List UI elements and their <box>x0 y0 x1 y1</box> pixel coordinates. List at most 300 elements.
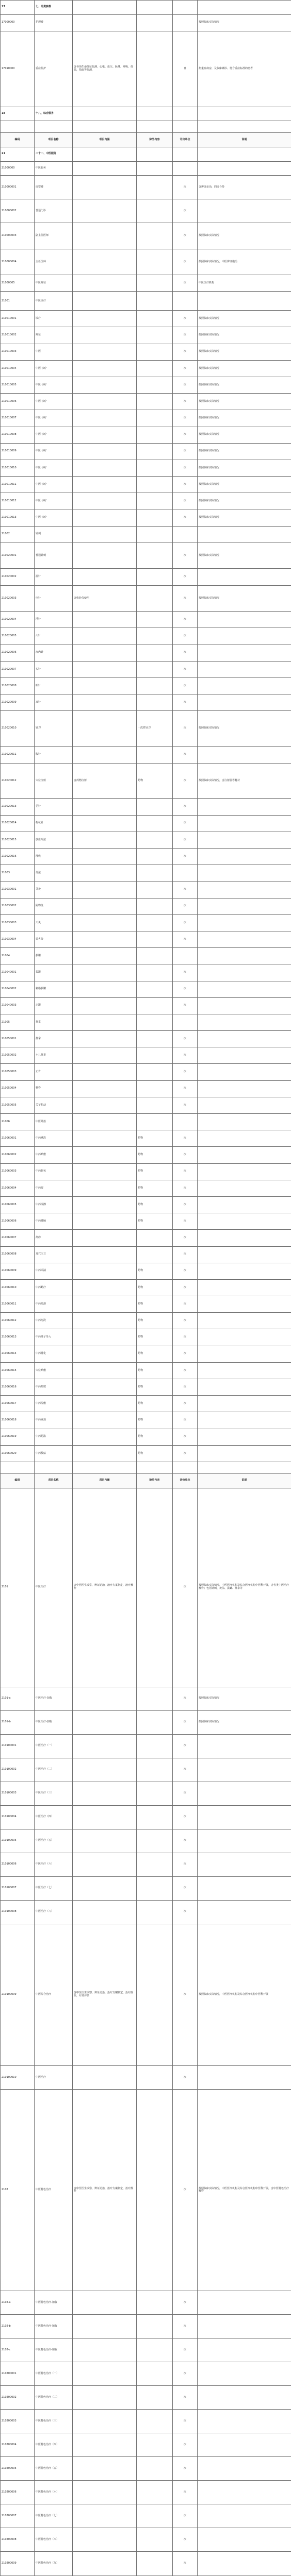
cell-item-name: 诊察费 <box>35 176 73 199</box>
cell-unit: 次 <box>173 997 198 1014</box>
cell-excluded-content <box>137 223 173 249</box>
table-row <box>1 543 291 569</box>
table-row <box>1 1163 291 1180</box>
table-row <box>1 1180 291 1196</box>
cell-item-content <box>73 1130 137 1147</box>
cell-item-content <box>73 931 137 947</box>
cell-item-content: 含中医医生诊察，辨证论治，治疗方案制定，治疗操作，疗效评估 <box>73 1924 137 2066</box>
cell-excluded-content <box>137 2315 173 2338</box>
cell-item-name: 中药蜡疗 <box>35 1279 73 1296</box>
cell-item-content <box>73 460 137 476</box>
cell-excluded-content <box>137 1014 173 1030</box>
cell-note <box>198 1263 291 1279</box>
cell-code: 210200002 <box>1 2386 35 2410</box>
cell-code: 210060020 <box>1 1445 35 1462</box>
cell-note: 含辨证论治，四诊合参 <box>198 176 291 199</box>
cell-note <box>198 2386 291 2410</box>
cell-item-name: 中医·诊疗 <box>35 493 73 510</box>
table-row <box>1 569 291 585</box>
cell-unit: 次 <box>173 677 198 694</box>
cell-note <box>198 1346 291 1362</box>
cell-excluded-content: 药物 <box>137 1445 173 1462</box>
cell-excluded-content: 药物 <box>137 1346 173 1362</box>
cell-excluded-content <box>137 249 173 275</box>
cell-note <box>198 882 291 898</box>
cell-item-content <box>73 882 137 898</box>
cell-unit: 次 <box>173 1031 198 1047</box>
cell-item-content <box>73 1180 137 1196</box>
cell-note <box>198 628 291 645</box>
cell-unit: 次 <box>173 2410 198 2433</box>
cell-unit: 次 <box>173 394 198 410</box>
cell-note: 按照临床实际情况 <box>198 1710 291 1734</box>
cell-code: 210060017 <box>1 1396 35 1412</box>
cell-item-name: 中医辨证 <box>35 275 73 292</box>
table-row <box>1 2457 291 2481</box>
cell-item-content <box>73 1687 137 1710</box>
cell-unit: 次 <box>173 1829 198 1853</box>
table-row <box>1 2315 291 2338</box>
cell-excluded-content <box>137 1080 173 1097</box>
cell-excluded-content: 除外内容 <box>137 133 173 147</box>
cell-item-content <box>73 1064 137 1080</box>
cell-excluded-content <box>137 14 173 31</box>
cell-excluded-content <box>137 832 173 848</box>
cell-excluded-content: 药物 <box>137 1429 173 1445</box>
cell-item-content <box>73 2066 137 2090</box>
cell-excluded-content <box>137 1687 173 1710</box>
cell-code: 21005 <box>1 1014 35 1030</box>
table-row <box>1 14 291 31</box>
cell-unit: 次 <box>173 1412 198 1429</box>
cell-excluded-content <box>137 1462 173 1473</box>
table-row <box>1 1900 291 1924</box>
cell-code: 21000000 <box>1 161 35 176</box>
cell-code: 210060016 <box>1 1379 35 1396</box>
cell-code: 210010005 <box>1 377 35 394</box>
cell-code: 210000002 <box>1 199 35 223</box>
cell-excluded-content <box>137 997 173 1014</box>
cell-excluded-content <box>137 799 173 815</box>
cell-unit: 次 <box>173 2362 198 2386</box>
cell-unit: 次 <box>173 360 198 377</box>
cell-item-content <box>73 1758 137 1782</box>
cell-excluded-content: 药物 <box>137 1313 173 1329</box>
cell-excluded-content <box>137 1758 173 1782</box>
cell-excluded-content <box>137 2457 173 2481</box>
table-row <box>1 1147 291 1163</box>
cell-unit: 次 <box>173 1213 198 1230</box>
cell-code: 210020002 <box>1 569 35 585</box>
cell-code: 210010001 <box>1 311 35 327</box>
cell-item-name: 梅花针 <box>35 815 73 832</box>
cell-item-name: 中医治疗（五） <box>35 1829 73 1853</box>
cell-code: 210100009 <box>1 1924 35 2066</box>
cell-note: 按照临床实际情况，中医辨证施治 <box>198 249 291 275</box>
cell-unit: 次 <box>173 612 198 628</box>
cell-note <box>198 1 291 15</box>
cell-item-name: 中药塌渍 <box>35 1263 73 1279</box>
cell-item-name: 腹针 <box>35 747 73 763</box>
cell-note: 按照临床实际情况，中医医疗机构及综合医疗机构中医科开展 <box>198 1924 291 2066</box>
table-row <box>1 1805 291 1829</box>
table-row <box>1 344 291 360</box>
cell-note <box>198 1829 291 1853</box>
cell-code: 210030001 <box>1 882 35 898</box>
cell-excluded-content: 药物 <box>137 1130 173 1147</box>
cell-note: 按照临床实际情况 <box>198 344 291 360</box>
cell-unit: 次 <box>173 1379 198 1396</box>
table-row <box>1 510 291 526</box>
cell-item-content <box>73 964 137 981</box>
cell-code: 210050005 <box>1 1097 35 1113</box>
cell-note <box>198 107 291 121</box>
cell-excluded-content: 药物 <box>137 1396 173 1412</box>
cell-item-content <box>73 543 137 569</box>
table-row <box>1 2090 291 2291</box>
cell-item-name: 主任医师 <box>35 249 73 275</box>
table-row <box>1 493 291 510</box>
cell-unit: 次 <box>173 1130 198 1147</box>
cell-code: 210020007 <box>1 661 35 677</box>
cell-item-content <box>73 1445 137 1462</box>
cell-note <box>198 1379 291 1396</box>
cell-item-name: 七、计费参数 <box>35 1 73 15</box>
cell-excluded-content <box>137 948 173 964</box>
cell-item-name: 中医特色治疗（九） <box>35 2551 73 2575</box>
cell-excluded-content: 药物 <box>137 1147 173 1163</box>
table-row <box>1 1346 291 1362</box>
cell-note <box>198 1805 291 1829</box>
cell-item-content <box>73 275 137 292</box>
cell-item-content <box>73 628 137 645</box>
cell-note <box>198 832 291 848</box>
cell-unit: 次 <box>173 1900 198 1924</box>
cell-excluded-content <box>137 147 173 162</box>
cell-note <box>198 898 291 914</box>
table-row <box>1 815 291 832</box>
cell-code: 210010006 <box>1 394 35 410</box>
cell-item-name: 埋线 <box>35 849 73 865</box>
cell-item-name: 温针 <box>35 569 73 585</box>
cell-unit: 次 <box>173 964 198 981</box>
table-row <box>1 1279 291 1296</box>
cell-excluded-content <box>137 1031 173 1047</box>
cell-excluded-content <box>137 1064 173 1080</box>
cell-item-content <box>73 1097 137 1113</box>
cell-code: 210020010 <box>1 711 35 747</box>
cell-item-content <box>73 410 137 427</box>
cell-note <box>198 147 291 162</box>
cell-unit: 次 <box>173 2433 198 2457</box>
cell-note: 按照临床实际情况，中医医疗机构及综合医疗机构中医科开展，含各类中医治疗操作；包括针刺、灸法、拔罐、推拿等 <box>198 1488 291 1687</box>
cell-item-name: 中医·诊疗 <box>35 410 73 427</box>
cell-item-name: 中药灌肠 <box>35 1213 73 1230</box>
cell-unit <box>173 161 198 176</box>
cell-item-content <box>73 1362 137 1379</box>
cell-excluded-content <box>137 2291 173 2315</box>
cell-item-content <box>73 199 137 223</box>
cell-excluded-content <box>137 1853 173 1876</box>
table-row <box>1 832 291 848</box>
cell-code: 210200008 <box>1 2528 35 2551</box>
cell-note <box>198 997 291 1014</box>
cell-code: 210100006 <box>1 1853 35 1876</box>
cell-note: 按照临床实际情况 <box>198 327 291 344</box>
cell-excluded-content <box>137 107 173 121</box>
cell-note: 指重症病房，及临床确诊、符合重症标准的患者 <box>198 31 291 107</box>
cell-note <box>198 1246 291 1263</box>
cell-code: 210060019 <box>1 1429 35 1445</box>
cell-item-content <box>73 1379 137 1396</box>
cell-item-name: 放血疗法 <box>35 832 73 848</box>
cell-note <box>198 1782 291 1805</box>
cell-excluded-content <box>137 2433 173 2457</box>
cell-code: 210060004 <box>1 1180 35 1196</box>
table-row <box>1 585 291 612</box>
cell-note <box>198 931 291 947</box>
cell-item-content <box>73 1 137 15</box>
cell-item-name: 艾灸 <box>35 882 73 898</box>
cell-code: 210020001 <box>1 543 35 569</box>
cell-item-content <box>73 526 137 543</box>
cell-unit: 次 <box>173 1445 198 1462</box>
table-row <box>1 1064 291 1080</box>
cell-item-content <box>73 832 137 848</box>
table-row <box>1 1829 291 1853</box>
cell-unit: 次 <box>173 585 198 612</box>
cell-unit: 次 <box>173 898 198 914</box>
cell-item-content <box>73 1196 137 1213</box>
cell-item-content <box>73 2362 137 2386</box>
cell-note <box>198 865 291 882</box>
cell-note <box>198 645 291 661</box>
table-row <box>1 1758 291 1782</box>
cell-unit: 次 <box>173 1263 198 1279</box>
cell-item-content <box>73 161 137 176</box>
cell-note: 按照临床实际情况 <box>198 427 291 443</box>
cell-unit: 次 <box>173 569 198 585</box>
cell-note <box>198 1163 291 1180</box>
cell-note <box>198 1900 291 1924</box>
cell-unit: 次 <box>173 2315 198 2338</box>
cell-code: 210020004 <box>1 612 35 628</box>
cell-note <box>198 815 291 832</box>
cell-code: 2102 <box>1 2090 35 2291</box>
cell-code: 21003 <box>1 865 35 882</box>
cell-code: 21001 <box>1 292 35 311</box>
cell-code: 21006 <box>1 1114 35 1130</box>
cell-item-name: 穴位贴敷 <box>35 1362 73 1379</box>
cell-note <box>198 1031 291 1047</box>
cell-item-content <box>73 1876 137 1900</box>
cell-code: 210060013 <box>1 1329 35 1346</box>
cell-code: 210030002 <box>1 898 35 914</box>
cell-excluded-content <box>137 31 173 107</box>
cell-unit: 次 <box>173 1279 198 1296</box>
cell-note <box>198 121 291 133</box>
cell-note: 按照临床实际情况 <box>198 1687 291 1710</box>
cell-code: 编码 <box>1 1473 35 1488</box>
cell-code: 210050003 <box>1 1064 35 1080</box>
cell-item-content <box>73 1263 137 1279</box>
cell-item-name: 耳针 <box>35 694 73 711</box>
table-row <box>1 1876 291 1900</box>
cell-excluded-content: 除外内容 <box>137 1473 173 1488</box>
cell-item-name: 中医特色治疗（八） <box>35 2528 73 2551</box>
cell-code: 2102-c <box>1 2338 35 2362</box>
table-row <box>1 2480 291 2504</box>
cell-code: 210020009 <box>1 694 35 711</box>
table-row <box>1 799 291 815</box>
cell-code: 210060010 <box>1 1279 35 1296</box>
cell-item-content <box>73 1734 137 1758</box>
cell-unit: 次 <box>173 914 198 931</box>
cell-item-name: 中医·诊疗 <box>35 427 73 443</box>
cell-item-name: 天灸 <box>35 914 73 931</box>
cell-code: 210010009 <box>1 443 35 460</box>
table-row <box>1 223 291 249</box>
cell-note: 按照临床实际情况 <box>198 14 291 31</box>
cell-item-name: 刮痧 <box>35 1230 73 1246</box>
cell-note <box>198 1047 291 1064</box>
table-row <box>1 360 291 377</box>
cell-unit: 次 <box>173 2090 198 2291</box>
cell-note <box>198 1014 291 1030</box>
cell-item-content <box>73 107 137 121</box>
cell-note: 按照临床实际情况 <box>198 460 291 476</box>
cell-unit: 次 <box>173 275 198 292</box>
cell-item-content <box>73 14 137 31</box>
cell-item-name: 中医·诊疗 <box>35 377 73 394</box>
cell-note <box>198 1396 291 1412</box>
cell-code: 210010011 <box>1 477 35 493</box>
cell-item-content <box>73 1805 137 1829</box>
cell-unit: 次 <box>173 849 198 865</box>
cell-code: 210010008 <box>1 427 35 443</box>
cell-excluded-content <box>137 964 173 981</box>
table-row <box>1 612 291 628</box>
cell-item-name: 浮针 <box>35 612 73 628</box>
cell-unit: 次 <box>173 1805 198 1829</box>
table-row <box>1 1488 291 1687</box>
cell-unit <box>173 1114 198 1130</box>
cell-code: 210010013 <box>1 510 35 526</box>
table-row <box>1 1379 291 1396</box>
section-row <box>1 107 291 121</box>
cell-item-content <box>73 1853 137 1876</box>
cell-excluded-content <box>137 161 173 176</box>
cell-code: 17010000 <box>1 31 35 107</box>
cell-unit: 次 <box>173 1147 198 1163</box>
cell-code: 2101-a <box>1 1687 35 1710</box>
cell-item-name: 中药热熨 <box>35 1379 73 1396</box>
cell-item-name: 中医特色治疗 <box>35 2090 73 2291</box>
cell-code: 210020011 <box>1 747 35 763</box>
cell-item-name: 中医治疗（一） <box>35 1734 73 1758</box>
cell-note <box>198 1230 291 1246</box>
cell-unit: 次 <box>173 1180 198 1196</box>
cell-excluded-content <box>137 1805 173 1829</box>
cell-code: 210050004 <box>1 1080 35 1097</box>
table-row <box>1 377 291 394</box>
cell-item-content <box>73 1246 137 1263</box>
cell-item-name: 拔罐 <box>35 948 73 964</box>
cell-unit: 次 <box>173 199 198 223</box>
cell-unit: 次 <box>173 1758 198 1782</box>
table-row <box>1 1412 291 1429</box>
cell-note: 按照临床实际情况 <box>198 477 291 493</box>
cell-note: 按照临床实际情况，含注射器等耗材 <box>198 763 291 799</box>
cell-excluded-content <box>137 1488 173 1687</box>
table-row <box>1 628 291 645</box>
cell-note <box>198 1362 291 1379</box>
cell-item-name: 中药熨 <box>35 1180 73 1196</box>
cell-code: 2102-b <box>1 2315 35 2338</box>
cell-excluded-content <box>137 931 173 947</box>
cell-code: 210060006 <box>1 1213 35 1230</box>
cell-item-name: 中医治疗-加收 <box>35 1710 73 1734</box>
cell-excluded-content <box>137 275 173 292</box>
table-row <box>1 2410 291 2433</box>
cell-unit: 次 <box>173 1064 198 1080</box>
header-row <box>1 133 291 147</box>
cell-item-content <box>73 510 137 526</box>
table-row <box>1 327 291 344</box>
cell-item-name: 中医特色治疗-加收 <box>35 2315 73 2338</box>
cell-excluded-content <box>137 677 173 694</box>
table-row <box>1 1429 291 1445</box>
cell-note <box>198 849 291 865</box>
cell-excluded-content <box>137 427 173 443</box>
cell-note <box>198 799 291 815</box>
cell-item-content <box>73 677 137 694</box>
cell-excluded-content <box>137 410 173 427</box>
cell-code: 2101 <box>1 1488 35 1687</box>
cell-code: 210040003 <box>1 997 35 1014</box>
cell-code: 210060012 <box>1 1313 35 1329</box>
cell-note <box>198 2480 291 2504</box>
table-row <box>1 410 291 427</box>
cell-item-content <box>73 443 137 460</box>
cell-excluded-content <box>137 1097 173 1113</box>
cell-excluded-content <box>137 1246 173 1263</box>
table-row <box>1 1396 291 1412</box>
cell-item-name: 普通针刺 <box>35 543 73 569</box>
cell-code <box>1 1462 35 1473</box>
cell-note <box>198 2066 291 2090</box>
cell-item-name: 中医特色治疗（二） <box>35 2386 73 2410</box>
cell-code: 2101-b <box>1 1710 35 1734</box>
cell-excluded-content: 药物 <box>137 763 173 799</box>
cell-unit: 日 <box>173 31 198 107</box>
table-row <box>1 711 291 747</box>
cell-unit: 次 <box>173 645 198 661</box>
table-row <box>1 161 291 176</box>
cell-code: 210020003 <box>1 585 35 612</box>
cell-item-content <box>73 898 137 914</box>
cell-item-content <box>73 2315 137 2338</box>
table-row <box>1 477 291 493</box>
cell-item-content <box>73 569 137 585</box>
cell-unit: 次 <box>173 1163 198 1180</box>
cell-item-content <box>73 493 137 510</box>
cell-item-name: 中医治疗（八） <box>35 1900 73 1924</box>
cell-excluded-content <box>137 460 173 476</box>
cell-unit: 次 <box>173 427 198 443</box>
cell-item-content <box>73 1313 137 1329</box>
cell-item-content <box>73 311 137 327</box>
